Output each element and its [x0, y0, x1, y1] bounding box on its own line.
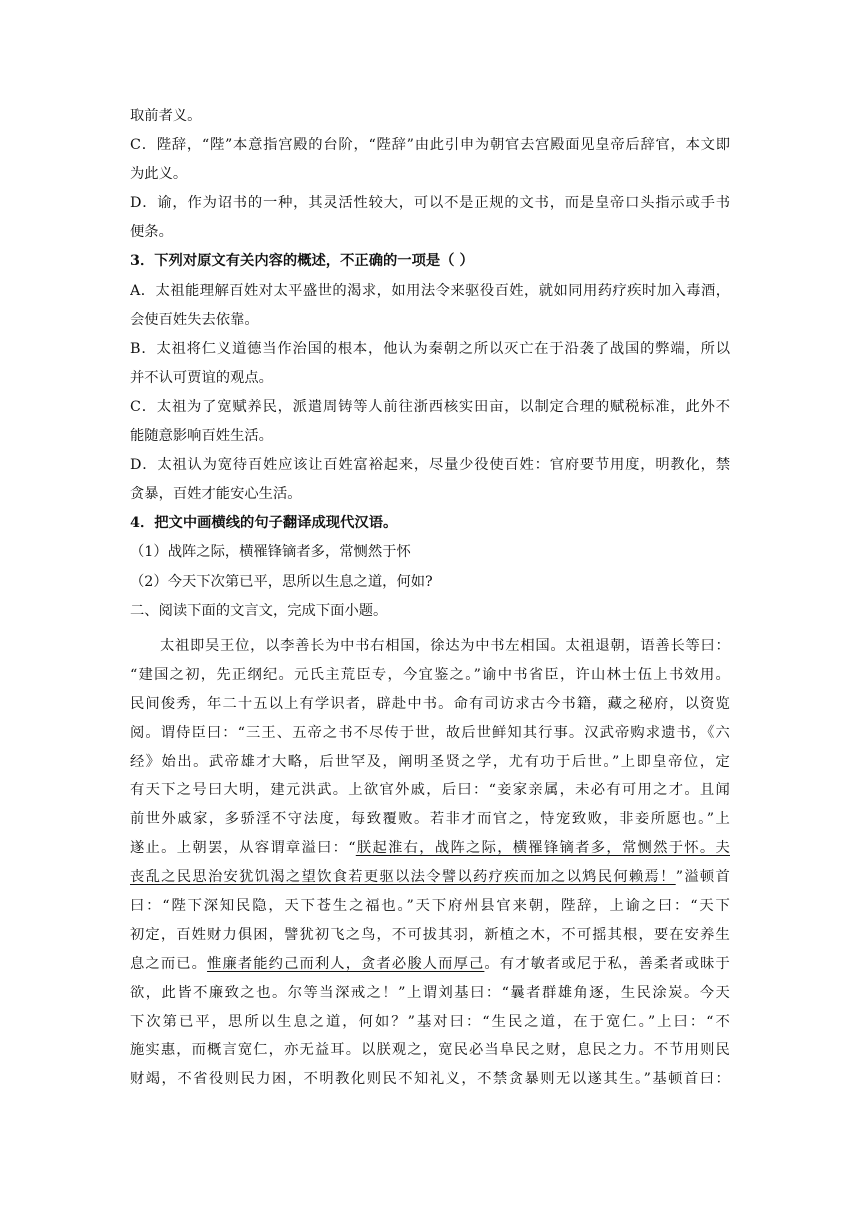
text-line: C．陛辞，“陛”本意指宫殿的台阶，“陛辞”由此引申为朝官去宫殿面见皇帝后辞官，本文即: [130, 137, 730, 154]
text-line: （1）战阵之际，横罹锋镝者多，常恻然于怀: [130, 544, 411, 561]
passage-line: [130, 661, 730, 690]
text-line: 能随意影响百姓生活。: [130, 428, 273, 445]
passage-text: 太祖即吴王位，以李善长为中书右相国，徐达为中书左相国。太祖退朝，语善长等曰：: [160, 638, 730, 654]
text-line: B．太祖将仁义道德当作治国的根本，他认为秦朝之所以灭亡在于沿袭了战国的弊端，所以: [130, 340, 730, 357]
passage-text: 曰：“陛下深知民隐，天下苍生之福也。”天下府州县官来朝，陛辞，上谕之曰：“天下: [130, 898, 730, 915]
passage-text: 初定，百姓财力俱困，譬犹初飞之鸟，不可拔其羽，新植之木，不可摇其根，要在安养生: [130, 926, 730, 943]
text-line: 便条。: [130, 224, 173, 241]
passage-text: 遂止。上朝罢，从容谓章溢曰：“: [130, 840, 356, 857]
text-line: 会使百姓失去依靠。: [130, 311, 259, 328]
passage-line: [130, 776, 730, 805]
text-line: 并不认可贾谊的观点。: [130, 369, 273, 386]
text-line: 4．把文中画横线的句子翻译成现代汉语。: [130, 515, 398, 532]
passage-text: 。有才敏者或尼于私，善柔者或昧于: [484, 955, 730, 972]
passage-line: [130, 1036, 730, 1065]
text-line: 贪暴，百姓才能安心生活。: [130, 486, 302, 503]
passage-line: [130, 805, 730, 834]
text-line: A．太祖能理解百姓对太平盛世的渴求，如用法令来驱役百姓，就如同用药疗疾时加入毒酒，: [130, 282, 730, 299]
text-line: D．太祖认为宽待百姓应该让百姓富裕起来，尽量少役使百姓：官府要节用度，明教化，禁: [130, 457, 730, 474]
text-line: 二、阅读下面的文言文，完成下面小题。: [130, 602, 388, 619]
passage-line: [130, 950, 730, 979]
passage-line: [130, 1008, 730, 1037]
passage-text: 财竭，不省役则民力困，不明教化则民不知礼义，不禁贪暴则无以遂其生。”基顿首曰：: [130, 1071, 730, 1088]
passage-text: 阅。谓侍臣曰：“三王、五帝之书不尽传于世，故后世鲜知其行事。汉武帝购求遗书，《六: [130, 724, 730, 741]
passage-text: ”溢顿首: [675, 869, 730, 886]
passage-text: 施实惠，而概言宽仁，亦无益耳。以朕观之，宽民必当阜民之财，息民之力。不节用则民: [130, 1042, 730, 1059]
passage-text: 欲，此皆不廉致之也。尔等当深戒之！”上谓刘基曰：“曩者群雄角逐，生民涂炭。今天: [130, 984, 730, 1001]
passage-text: “建国之初，先正纲纪。元氏主荒臣专，今宜鉴之。”谕中书省臣，许山林士伍上书效用。: [130, 666, 730, 683]
text-line: 为此义。: [130, 166, 188, 183]
passage-line: [130, 632, 730, 661]
underlined-sentence: 惟廉者能约己而利人，贪者必朘人而厚己: [207, 955, 485, 972]
passage-text: 经》始出。武帝雄才大略，后世罕及，阐明圣贤之学，尤有功于后世。”上即皇帝位，定: [130, 753, 730, 770]
classical-passage: [130, 632, 730, 1094]
passage-text: 下次第已平，思所以生息之道，何如？”基对曰：“生民之道，在于宽仁。”上曰：“不: [130, 1013, 730, 1030]
passage-line: [130, 1065, 730, 1094]
passage-line: [130, 921, 730, 950]
passage-line: [130, 690, 730, 719]
passage-text: 有天下之号曰大明，建元洪武。上欲官外戚，后曰：“妾家亲属，未必有可用之才。且闻: [130, 782, 730, 799]
text-line: （2）今天下次第已平，思所以生息之道，何如?: [130, 573, 433, 590]
text-line: D．谕，作为诏书的一种，其灵活性较大，可以不是正规的文书，而是皇帝口头指示或手书: [130, 195, 730, 212]
text-line: C．太祖为了宽赋养民，派遣周铸等人前往浙西核实田亩，以制定合理的赋税标准，此外不: [130, 398, 730, 415]
passage-line: [130, 748, 730, 777]
underlined-sentence: 丧乱之民思治安犹饥渴之望饮食若更驱以法令譬以药疗疾而加之以鸩民何赖焉！: [130, 869, 676, 886]
passage-line: [130, 834, 730, 863]
passage-text: 前世外戚家，多骄淫不守法度，每致覆败。若非才而官之，恃宠致败，非妾所愿也。”上: [130, 811, 730, 828]
underlined-sentence: 朕起淮右，战阵之际，横罹锋镝者多，常恻然于怀。夫: [355, 840, 730, 857]
passage-text: 息之而已。: [130, 955, 208, 972]
passage-line: [130, 863, 730, 892]
text-line: 取前者义。: [130, 108, 202, 124]
passage-line: [130, 892, 730, 921]
passage-text: 民间俊秀，年二十五以上有学识者，辟赴中书。命有司访求古今书籍，藏之秘府，以资览: [130, 695, 730, 712]
passage-line: [130, 979, 730, 1008]
text-line: 3．下列对原文有关内容的概述，不正确的一项是（ ）: [130, 253, 474, 270]
question-section: [130, 102, 730, 626]
passage-line: [130, 719, 730, 748]
